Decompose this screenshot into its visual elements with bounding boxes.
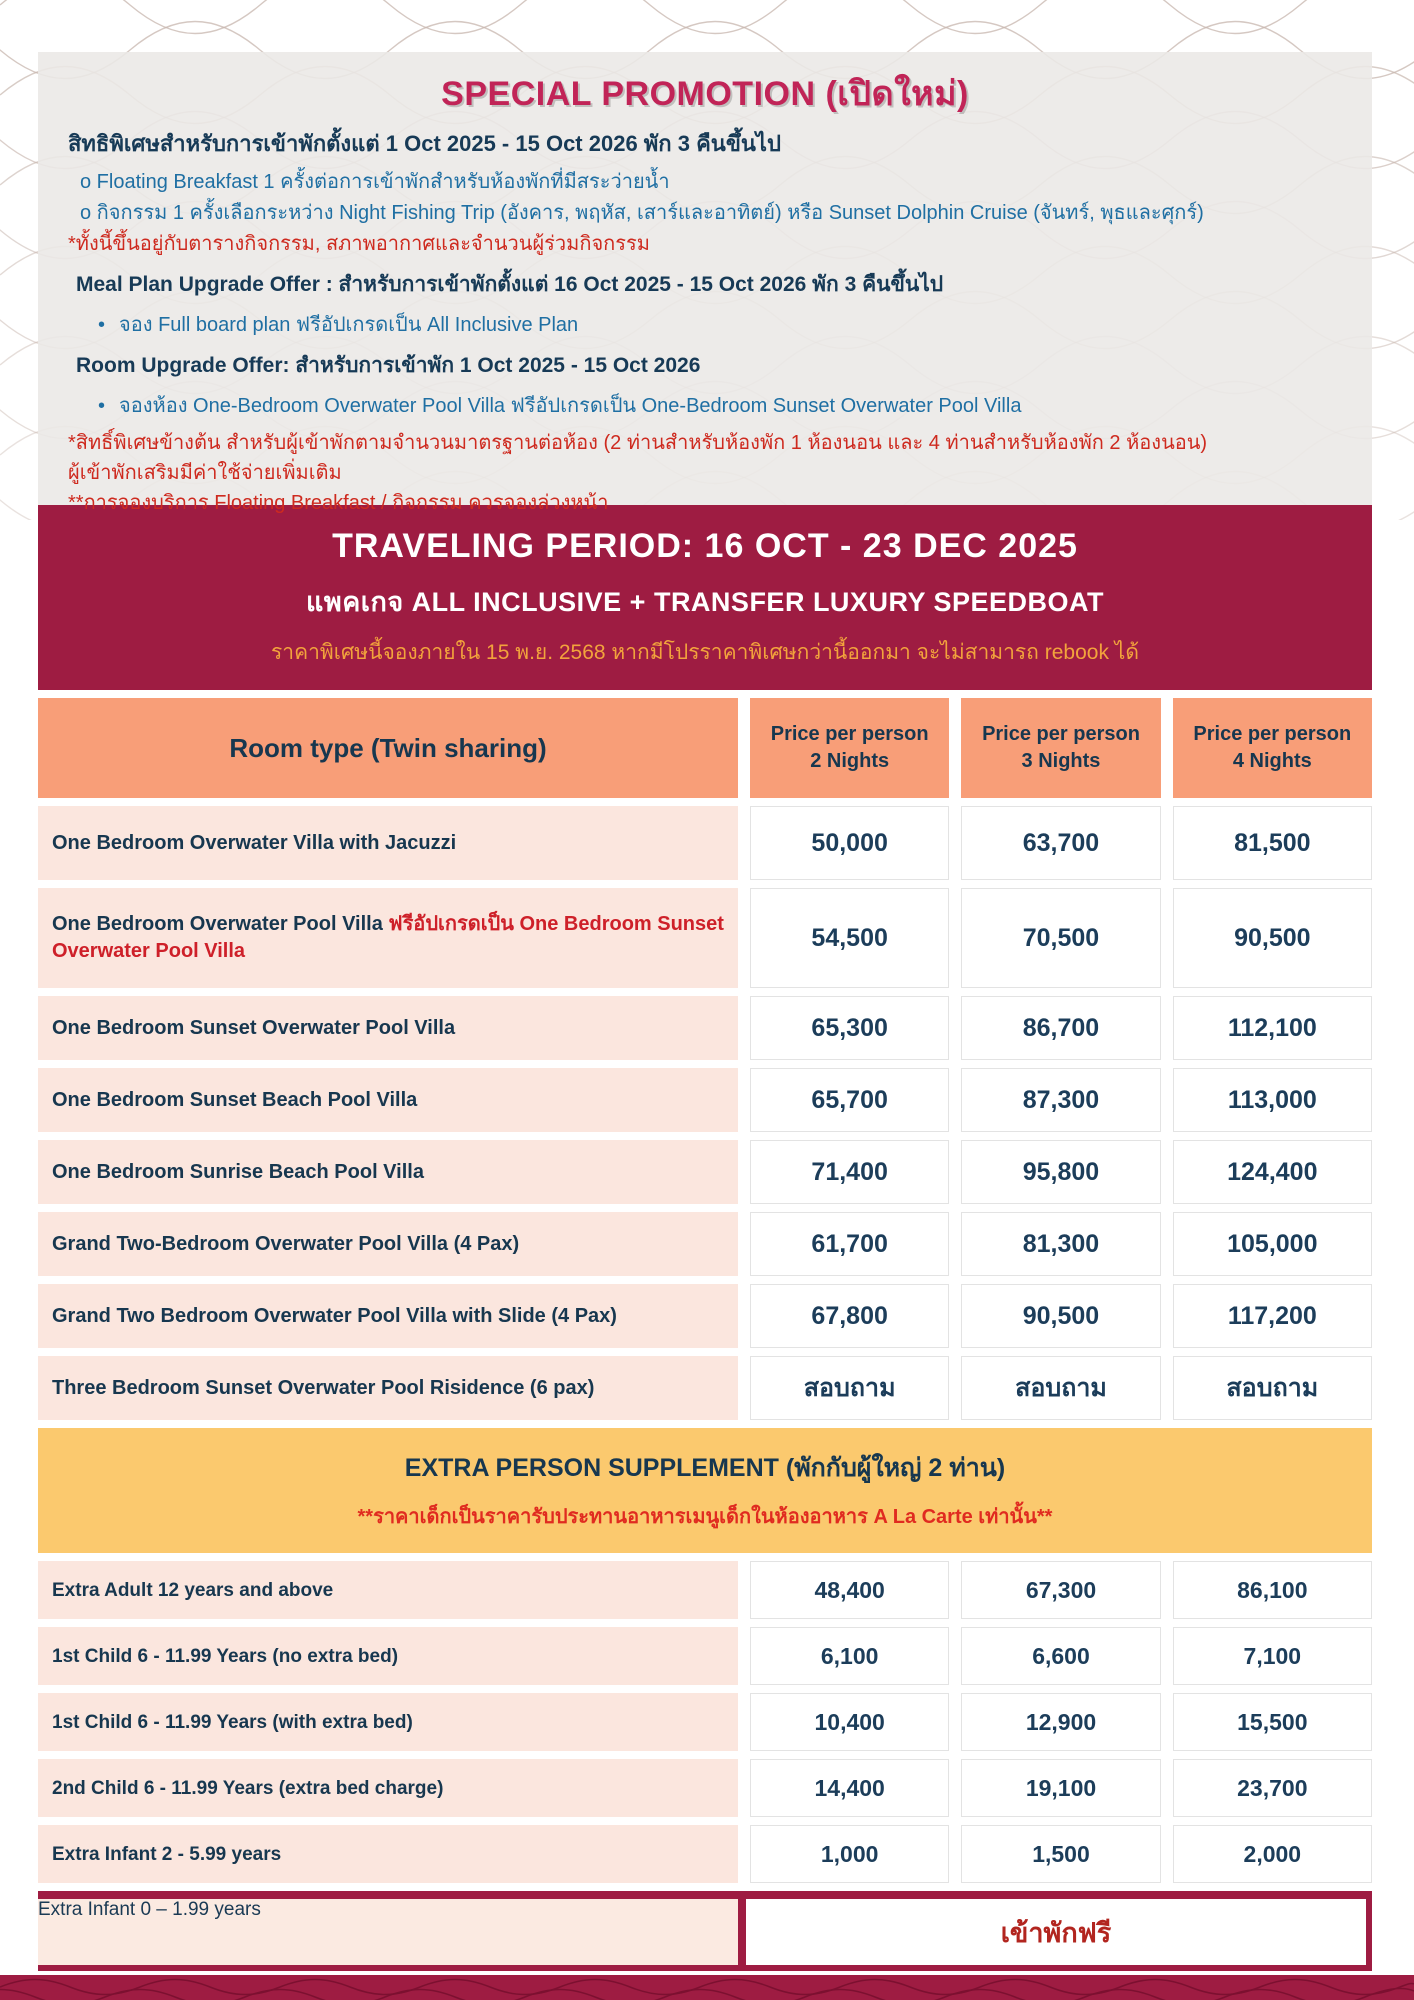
supplement-name: Extra Infant 0 – 1.99 years	[38, 1899, 738, 1965]
price-2-nights: 65,700	[750, 1068, 949, 1132]
benefit-activity: o กิจกรรม 1 ครั้งเลือกระหว่าง Night Fishing Trip (อังคาร, พฤหัส, เสาร์และอาทิตย์) หรือ Sunset Dolphin Cruise (จันทร์, พุธและศุกร์)	[80, 202, 1204, 224]
price-4-nights: 117,200	[1173, 1284, 1372, 1348]
price-2-nights: 61,700	[750, 1212, 949, 1276]
price-2-nights: 50,000	[750, 806, 949, 880]
nights-label: 4 Nights	[1232, 750, 1312, 772]
supplement-name: 2nd Child 6 - 11.99 Years (extra bed charge)	[38, 1759, 738, 1817]
column-header-2-nights	[750, 698, 949, 798]
room-upgrade-offer-text: จองห้อง One-Bedroom Overwater Pool Villa ฟรีอัปเกรดเป็น One-Bedroom Sunset Overwater Pool Villa	[119, 395, 1022, 417]
price-3-nights: 19,100	[961, 1759, 1160, 1817]
price-3-nights: 1,500	[961, 1825, 1160, 1883]
traveling-period-banner	[38, 505, 1372, 690]
package-title: แพคเกจ ALL INCLUSIVE + TRANSFER LUXURY SPEEDBOAT	[306, 587, 1104, 617]
room-name: One Bedroom Sunset Overwater Pool Villa	[38, 996, 738, 1060]
promotion-intro: สิทธิพิเศษสำหรับการเข้าพักตั้งแต่ 1 Oct 2025 - 15 Oct 2026 พัก 3 คืนขึ้นไป	[68, 131, 781, 156]
price-3-nights: 70,500	[961, 888, 1160, 988]
price-4-nights: 112,100	[1173, 996, 1372, 1060]
extra-person-supplement-banner	[38, 1428, 1372, 1553]
terms-note-advance-booking: **การจองบริการ Floating Breakfast / กิจกรรม ควรจองล่วงหน้า	[68, 492, 609, 514]
supplement-name: Extra Adult 12 years and above	[38, 1561, 738, 1619]
room-name-upgrade-highlight: ฟรีอัปเกรดเป็น One Bedroom Sunset Overwater Pool Villa	[52, 913, 724, 962]
table-row	[38, 1356, 1372, 1420]
table-row	[38, 1693, 1372, 1751]
price-3-nights: 87,300	[961, 1068, 1160, 1132]
meal-plan-offer-text: จอง Full board plan ฟรีอัปเกรดเป็น All Inclusive Plan	[119, 314, 579, 336]
room-upgrade-offer-bullet	[68, 389, 1342, 421]
price-2-nights: 71,400	[750, 1140, 949, 1204]
table-row	[38, 888, 1372, 988]
traveling-period-title: TRAVELING PERIOD: 16 OCT - 23 DEC 2025	[332, 527, 1078, 565]
price-per-person-label: Price per person	[1193, 723, 1352, 745]
benefit-floating-breakfast: o Floating Breakfast 1 ครั้งต่อการเข้าพักสำหรับห้องพักที่มีสระว่ายน้ำ	[80, 171, 670, 193]
price-3-nights: สอบถาม	[961, 1356, 1160, 1420]
table-row	[38, 1759, 1372, 1817]
room-upgrade-offer-heading: Room Upgrade Offer: สำหรับการเข้าพัก 1 Oct 2025 - 15 Oct 2026	[76, 354, 701, 377]
price-2-nights: 1,000	[750, 1825, 949, 1883]
table-row	[38, 1284, 1372, 1348]
column-header-room-type: Room type (Twin sharing)	[38, 698, 738, 798]
bullet-icon: •	[98, 395, 106, 417]
wave-pattern-bottom	[0, 1975, 1414, 2000]
flyer-content	[38, 52, 1372, 1971]
top-margin	[0, 0, 1414, 52]
booking-deadline-note: ราคาพิเศษนี้จองภายใน 15 พ.ย. 2568 หากมีโปรราคาพิเศษกว่านี้ออกมา จะไม่สามารถ rebook ได้	[271, 641, 1139, 664]
price-3-nights: 81,300	[961, 1212, 1160, 1276]
price-3-nights: 63,700	[961, 806, 1160, 880]
price-2-nights: 67,800	[750, 1284, 949, 1348]
stay-free-value: เข้าพักฟรี	[746, 1899, 1366, 1965]
table-row	[38, 1561, 1372, 1619]
room-name: One Bedroom Sunrise Beach Pool Villa	[38, 1140, 738, 1204]
price-per-person-label: Price per person	[770, 723, 929, 745]
meal-plan-offer-heading: Meal Plan Upgrade Offer : สำหรับการเข้าพักตั้งแต่ 16 Oct 2025 - 15 Oct 2026 พัก 3 คืนขึ้นไป	[76, 273, 944, 296]
promotion-title: SPECIAL PROMOTION (เปิดใหม่)	[441, 75, 969, 113]
price-3-nights: 86,700	[961, 996, 1160, 1060]
table-row	[38, 1068, 1372, 1132]
price-3-nights: 95,800	[961, 1140, 1160, 1204]
bullet-icon: •	[98, 314, 106, 336]
table-row	[38, 1212, 1372, 1276]
price-4-nights: 7,100	[1173, 1627, 1372, 1685]
price-4-nights: 2,000	[1173, 1825, 1372, 1883]
table-row	[38, 1140, 1372, 1204]
table-row	[38, 1825, 1372, 1883]
room-name-text: One Bedroom Overwater Pool Villa ฟรีอัปเกรดเป็น One Bedroom Sunset Overwater Pool Villa	[52, 913, 724, 962]
room-name: One Bedroom Overwater Villa with Jacuzzi	[38, 806, 738, 880]
extra-person-supplement-title: EXTRA PERSON SUPPLEMENT (พักกับผู้ใหญ่ 2 ท่าน)	[404, 1454, 1006, 1482]
price-2-nights: สอบถาม	[750, 1356, 949, 1420]
price-3-nights: 12,900	[961, 1693, 1160, 1751]
promotion-info-panel	[38, 52, 1372, 514]
meal-plan-offer-bullet	[68, 308, 1342, 340]
bottom-wave-band	[0, 1975, 1414, 2000]
price-4-nights: สอบถาม	[1173, 1356, 1372, 1420]
price-4-nights: 113,000	[1173, 1068, 1372, 1132]
column-header-3-nights	[961, 698, 1160, 798]
price-4-nights: 105,000	[1173, 1212, 1372, 1276]
table-row	[38, 1627, 1372, 1685]
price-4-nights: 23,700	[1173, 1759, 1372, 1817]
room-name	[38, 888, 738, 988]
price-3-nights: 6,600	[961, 1627, 1160, 1685]
price-2-nights: 14,400	[750, 1759, 949, 1817]
price-2-nights: 6,100	[750, 1627, 949, 1685]
price-4-nights: 124,400	[1173, 1140, 1372, 1204]
terms-note-occupancy: *สิทธิ์พิเศษข้างต้น สำหรับผู้เข้าพักตามจำนวนมาตรฐานต่อห้อง (2 ท่านสำหรับห้องพัก 1 ห้องนอน และ 4 ท่านสำหรับห้องพัก 2 ห้องนอน)	[68, 432, 1208, 454]
supplement-name: 1st Child 6 - 11.99 Years (no extra bed)	[38, 1627, 738, 1685]
infant-free-row	[38, 1891, 1372, 1971]
supplement-name: 1st Child 6 - 11.99 Years (with extra bed)	[38, 1693, 738, 1751]
price-per-person-label: Price per person	[982, 723, 1140, 745]
price-4-nights: 86,100	[1173, 1561, 1372, 1619]
activity-disclaimer: *ทั้งนี้ขึ้นอยู่กับตารางกิจกรรม, สภาพอากาศและจำนวนผู้ร่วมกิจกรรม	[68, 233, 650, 255]
price-2-nights: 65,300	[750, 996, 949, 1060]
price-3-nights: 67,300	[961, 1561, 1160, 1619]
price-table-header	[38, 698, 1372, 798]
room-name: Three Bedroom Sunset Overwater Pool Risidence (6 pax)	[38, 1356, 738, 1420]
child-price-note: **ราคาเด็กเป็นราคารับประทานอาหารเมนูเด็กในห้องอาหาร A La Carte เท่านั้น**	[357, 1506, 1053, 1528]
price-4-nights: 15,500	[1173, 1693, 1372, 1751]
room-name: One Bedroom Sunset Beach Pool Villa	[38, 1068, 738, 1132]
terms-note-extra-guest: ผู้เข้าพักเสริมมีค่าใช้จ่ายเพิ่มเติม	[68, 462, 342, 484]
room-name: Grand Two Bedroom Overwater Pool Villa with Slide (4 Pax)	[38, 1284, 738, 1348]
price-2-nights: 48,400	[750, 1561, 949, 1619]
column-header-4-nights	[1173, 698, 1372, 798]
nights-label: 2 Nights	[810, 750, 890, 772]
price-3-nights: 90,500	[961, 1284, 1160, 1348]
room-name: Grand Two-Bedroom Overwater Pool Villa (4 Pax)	[38, 1212, 738, 1276]
table-row	[38, 996, 1372, 1060]
table-row	[38, 806, 1372, 880]
price-2-nights: 10,400	[750, 1693, 949, 1751]
price-4-nights: 81,500	[1173, 806, 1372, 880]
nights-label: 3 Nights	[1021, 750, 1101, 772]
price-2-nights: 54,500	[750, 888, 949, 988]
supplement-name: Extra Infant 2 - 5.99 years	[38, 1825, 738, 1883]
price-4-nights: 90,500	[1173, 888, 1372, 988]
